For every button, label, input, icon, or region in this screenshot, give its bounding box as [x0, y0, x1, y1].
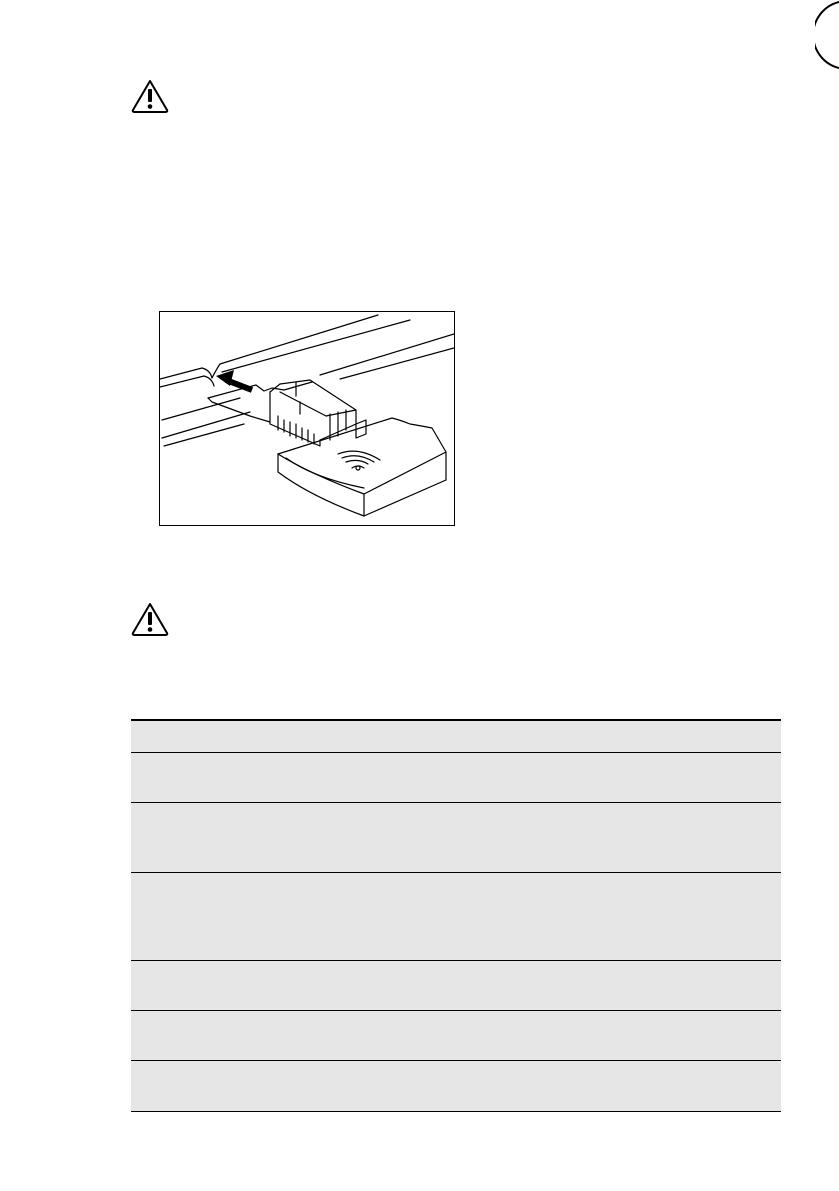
- table-row: [131, 1011, 781, 1061]
- warning-triangle-icon: [130, 78, 170, 114]
- arrow-left-icon: [216, 370, 252, 390]
- illustration-filter-installation: [159, 311, 455, 526]
- table-header-row: [131, 719, 781, 753]
- table-row: [131, 1061, 781, 1112]
- table-row: [131, 753, 781, 803]
- troubleshooting-table: [131, 719, 781, 1112]
- table-row: [131, 873, 781, 961]
- table-row: [131, 961, 781, 1011]
- page-edge-mark: [815, 0, 839, 70]
- warning-triangle-icon: [130, 601, 170, 637]
- table-row: [131, 803, 781, 873]
